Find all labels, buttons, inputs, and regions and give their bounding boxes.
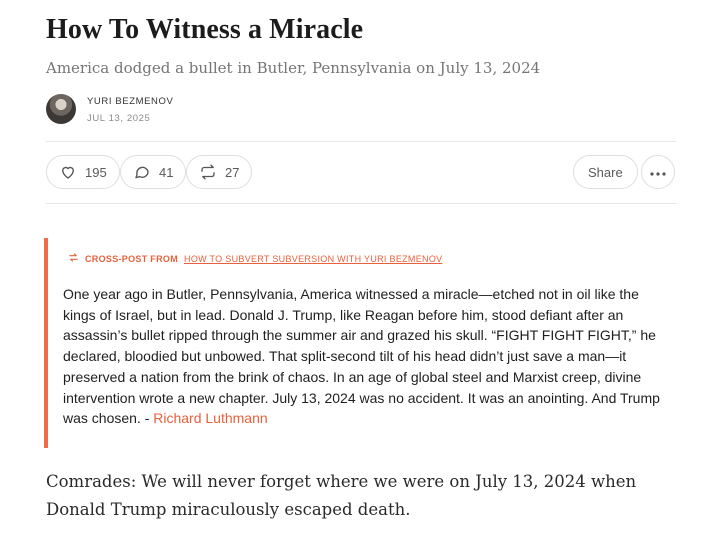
quote-attribution-link[interactable]: Richard Luthmann	[153, 410, 268, 427]
comment-button[interactable]	[120, 155, 186, 189]
author-name[interactable]: YURI BEZMENOV	[87, 96, 174, 107]
more-options-button[interactable]	[641, 155, 675, 189]
crosspost-quote	[63, 284, 673, 429]
more-icon	[650, 163, 666, 181]
author-avatar[interactable]	[46, 94, 76, 124]
crosspost-source-link[interactable]: HOW TO SUBVERT SUBVERSION WITH YURI BEZMENOV	[184, 253, 443, 264]
body-paragraph: Comrades: We will never forget where we were on July 13, 2024 when Donald Trump miraculously escaped death.	[46, 472, 637, 519]
share-button[interactable]	[573, 155, 638, 189]
post-subtitle: America dodged a bullet in Butler, Pennsylvania on July 13, 2024	[46, 59, 541, 77]
crosspost-prefix: CROSS-POST FROM	[85, 253, 179, 264]
heart-icon	[59, 163, 77, 181]
like-button[interactable]	[46, 155, 120, 189]
restack-button[interactable]	[186, 155, 252, 189]
post-title: How To Witness a Miracle	[46, 14, 364, 45]
divider-bottom	[46, 203, 676, 204]
comment-count: 41	[159, 164, 174, 180]
like-count: 195	[85, 164, 107, 180]
crosspost-block	[44, 238, 678, 448]
post-date: JUL 13, 2025	[87, 113, 151, 124]
share-label: Share	[588, 164, 623, 180]
comment-icon	[133, 163, 151, 181]
quote-text: One year ago in Butler, Pennsylvania, America witnessed a miracle—etched not in oil like the kings of Israel, but in lead. Donald J. Trump, like Reagan before him, stood defiant after an assassin’s bullet ripped through the summer air and grazed his skull. “FIGHT FIGHT FIGHT,” he declared, bloodied but unbowed. That split-second tilt of his head didn’t just save a man—it preserved a nation from the brink of chaos. In an age of global steel and Marxist creep, divine intervention wrote a new chapter. July 13, 2024 was no accident. It was an anointing. And Trump was chosen. -	[63, 286, 660, 427]
crosspost-icon	[68, 252, 79, 265]
restack-count: 27	[225, 164, 240, 180]
crosspost-header	[68, 252, 442, 265]
divider-top	[46, 141, 676, 142]
restack-icon	[199, 163, 217, 181]
